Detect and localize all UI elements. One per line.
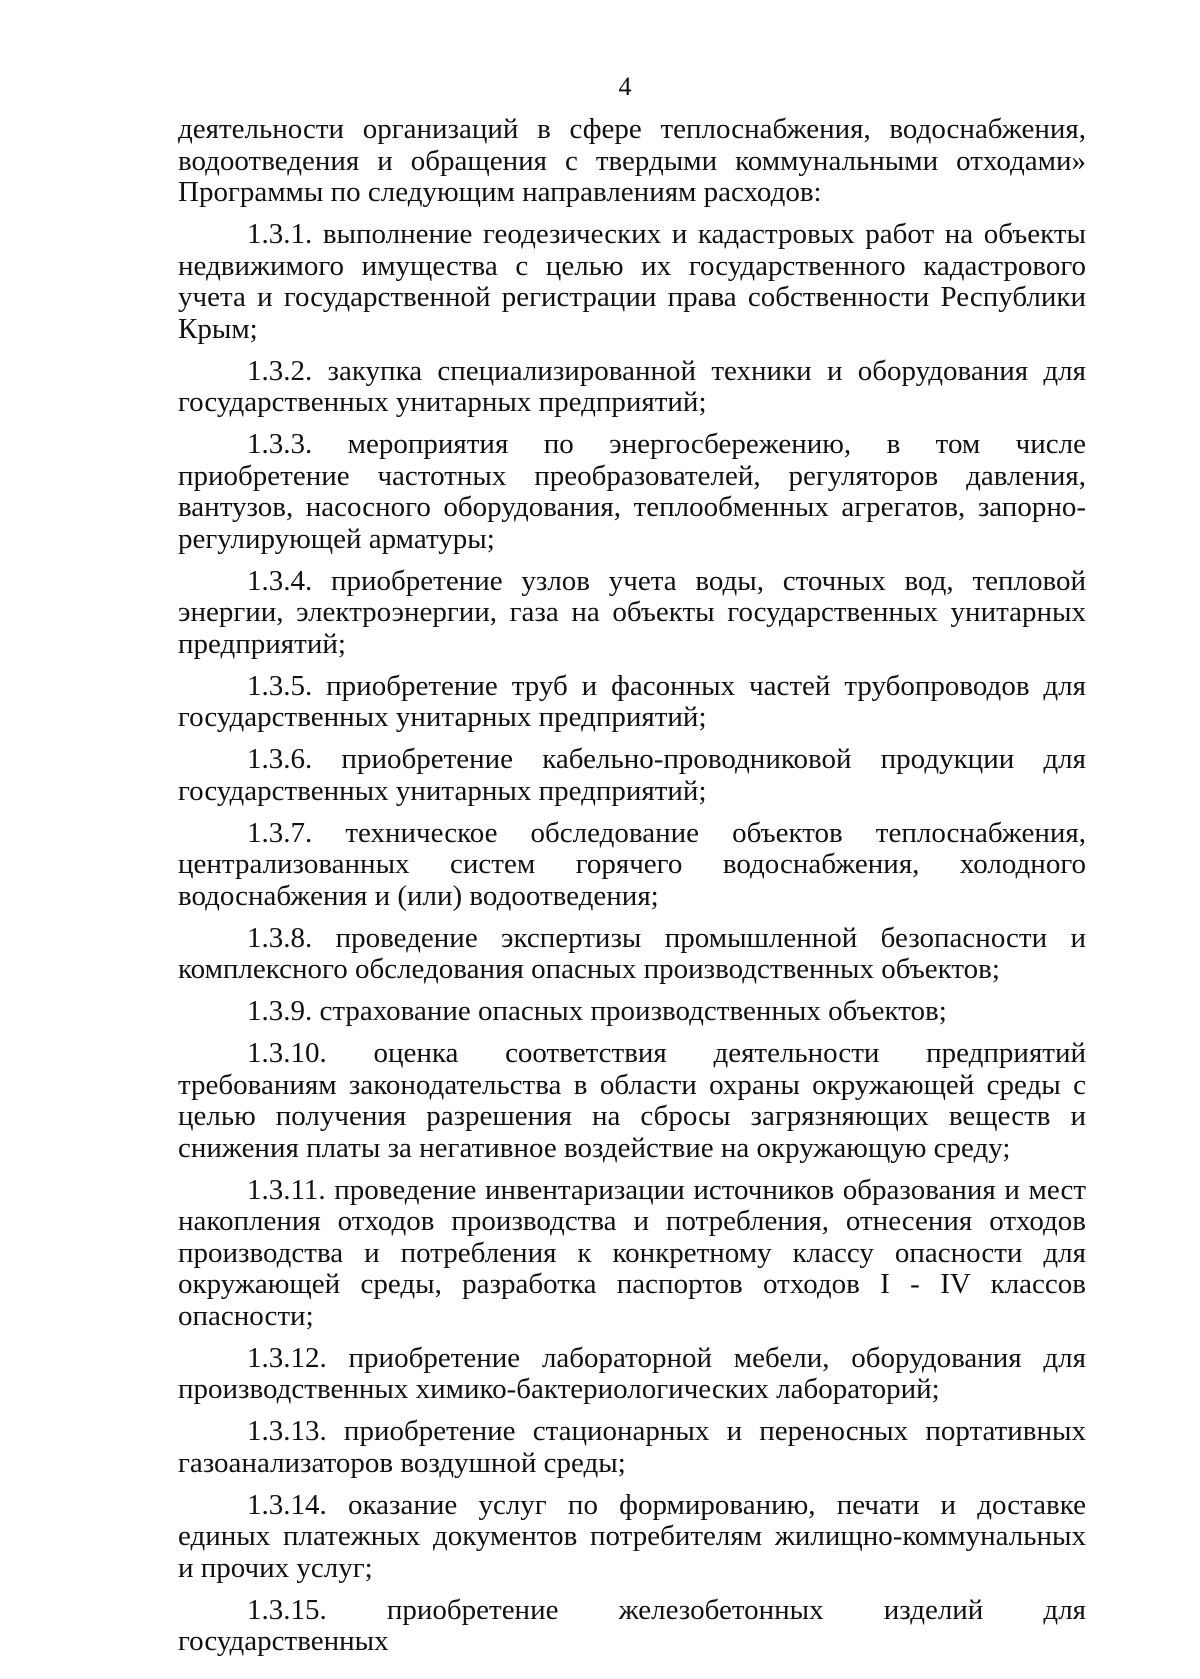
list-item-1-3-11: 1.3.11. проведение инвентаризации источников образования и мест накопления отходов производства и потребления, отнесения отходов производства и потребления к конкретному классу опасности для окружающей среды, разработка паспортов отходов I - IV классов опасности; <box>178 1173 1086 1332</box>
list-item-1-3-4: 1.3.4. приобретение узлов учета воды, сточных вод, тепловой энергии, электроэнергии, газа на объекты государственных унитарных предприятий; <box>178 564 1086 660</box>
list-item-1-3-10: 1.3.10. оценка соответствия деятельности предприятий требованиям законодательства в области охраны окружающей среды с целью получения разрешения на сбросы загрязняющих веществ и снижения платы за негативное воздействие на окружающую среду; <box>178 1037 1086 1164</box>
list-item-1-3-2: 1.3.2. закупка специализированной техники и оборудования для государственных унитарных предприятий; <box>178 354 1086 418</box>
list-item-1-3-7: 1.3.7. техническое обследование объектов теплоснабжения, централизованных систем горячего водоснабжения, холодного водоснабжения и (или) водоотведения; <box>178 816 1086 912</box>
list-item-1-3-3: 1.3.3. мероприятия по энергосбережению, в том числе приобретение частотных преобразователей, регуляторов давления, вантузов, насосного оборудования, теплообменных агрегатов, запорно-регулирующей арматуры; <box>178 428 1086 555</box>
list-item-1-3-8: 1.3.8. проведение экспертизы промышленной безопасности и комплексного обследования опасных производственных объектов; <box>178 921 1086 985</box>
paragraph-continuation: деятельности организаций в сфере теплоснабжения, водоснабжения, водоотведения и обращения с твердыми коммунальными отходами» Программы по следующим направлениям расходов: <box>178 113 1086 208</box>
list-item-1-3-9: 1.3.9. страхование опасных производственных объектов; <box>247 995 947 1027</box>
list-item-1-3-13: 1.3.13. приобретение стационарных и переносных портативных газоанализаторов воздушной среды; <box>178 1415 1086 1479</box>
page-number: 4 <box>618 72 632 101</box>
list-item-1-3-1: 1.3.1. выполнение геодезических и кадастровых работ на объекты недвижимого имущества с целью их государственного кадастрового учета и государственной регистрации права собственности Республики Крым; <box>178 218 1086 345</box>
document-body <box>178 114 1086 1668</box>
list-item-1-3-12: 1.3.12. приобретение лабораторной мебели, оборудования для производственных химико-бактериологических лабораторий; <box>178 1341 1086 1405</box>
list-item-1-3-14: 1.3.14. оказание услуг по формированию, печати и доставке единых платежных документов потребителям жилищно-коммунальных и прочих услуг; <box>178 1488 1086 1584</box>
list-item-1-3-6: 1.3.6. приобретение кабельно-проводниковой продукции для государственных унитарных предприятий; <box>178 743 1086 807</box>
list-item-1-3-15: 1.3.15. приобретение железобетонных изделий для государственных <box>178 1593 1086 1657</box>
list-item-1-3-5: 1.3.5. приобретение труб и фасонных частей трубопроводов для государственных унитарных предприятий; <box>178 669 1086 733</box>
